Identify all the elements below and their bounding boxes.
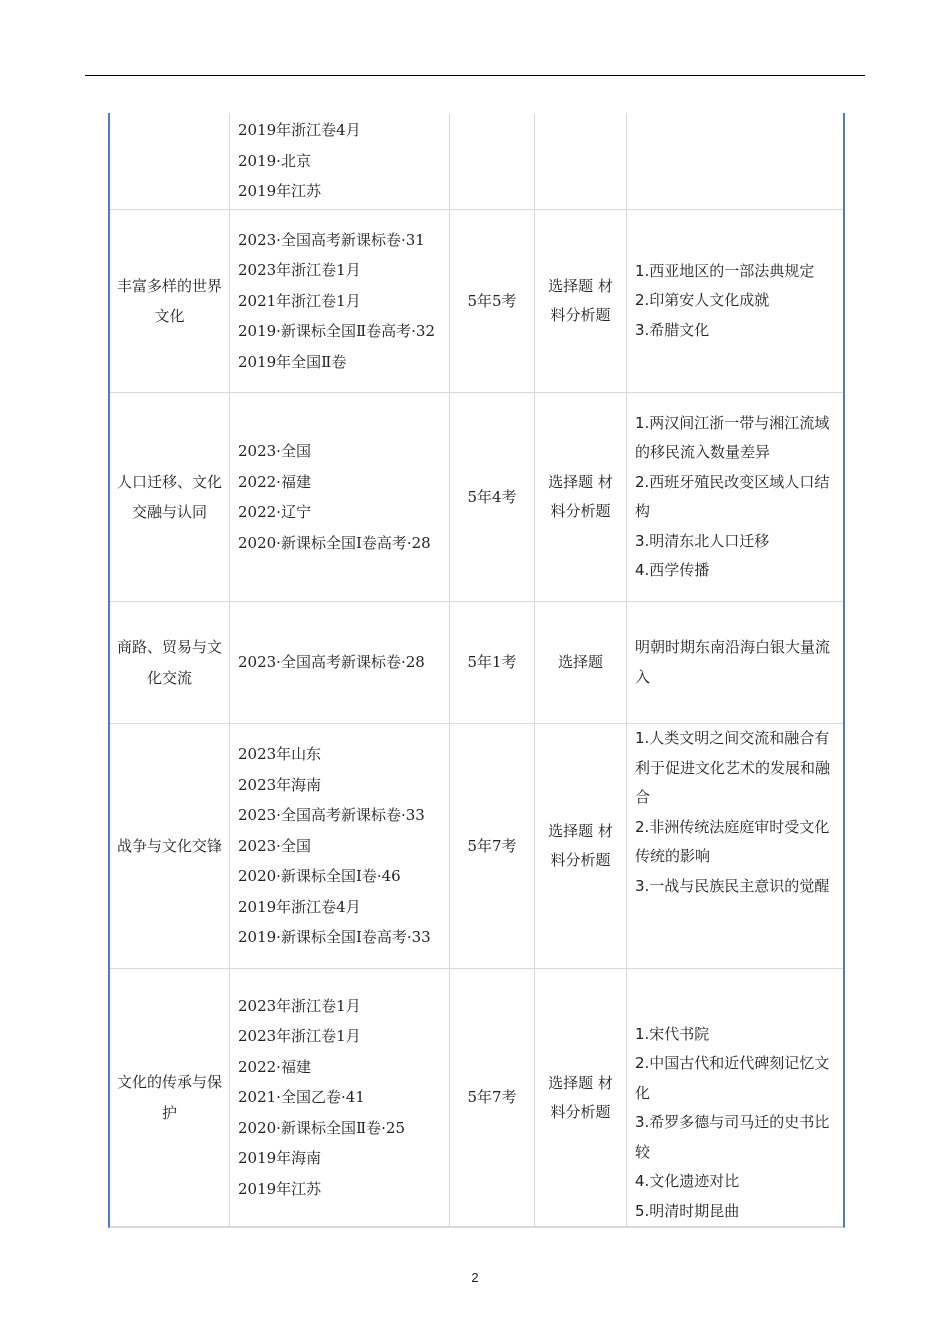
- content-cell: [627, 969, 843, 1227]
- source-item: 2020·新课标全国Ⅰ卷高考·28: [238, 533, 431, 552]
- source-item: 2019·新课标全国Ⅱ卷高考·32: [238, 322, 435, 341]
- source-item: 2022·辽宁: [238, 503, 311, 521]
- table-row: [110, 210, 843, 393]
- type-cell: 选择题 材料分析题: [535, 393, 627, 602]
- content-item: 4.文化遗迹对比: [635, 1172, 740, 1190]
- source-item: 2023·全国高考新课标卷·31: [238, 230, 425, 249]
- source-item: 2023年浙江卷1月: [238, 996, 361, 1015]
- content-item: 5.明清时期昆曲: [635, 1201, 740, 1220]
- source-item: 2020·新课标全国Ⅰ卷·46: [238, 867, 401, 886]
- source-item: 2019年浙江卷4月: [238, 897, 361, 916]
- source-cell: [230, 393, 450, 602]
- content-item: 1.两汉间江浙一带与湘江流域的移民流入数量差异: [635, 413, 830, 461]
- source-cell: [230, 602, 450, 724]
- content-item: 2.非洲传统法庭庭审时受文化传统的影响: [635, 817, 830, 865]
- exam-analysis-table: [108, 113, 845, 1228]
- content-cell: [627, 724, 843, 969]
- source-item: 2019年江苏: [238, 1179, 322, 1198]
- source-cell: [230, 724, 450, 969]
- content-item: 3.希罗多德与司马迁的史书比较: [635, 1113, 830, 1161]
- source-item: 2023年海南: [238, 775, 322, 794]
- type-cell: 选择题: [535, 602, 627, 724]
- content-item: 2.印第安人文化成就: [635, 291, 770, 310]
- topic-cell: 商路、贸易与文化交流: [110, 602, 230, 724]
- table-row: [110, 602, 843, 724]
- exam-analysis-table-wrap: [108, 113, 841, 1228]
- table-row: [110, 393, 843, 602]
- content-item: 1.西亚地区的一部法典规定: [635, 261, 815, 280]
- content-cell: [627, 113, 843, 210]
- count-cell: 5年7考: [450, 969, 535, 1227]
- content-item: 1.人类文明之间交流和融合有利于促进文化艺术的发展和融合: [635, 729, 831, 806]
- content-item: 3.一战与民族民主意识的觉醒: [635, 876, 830, 895]
- source-item: 2021年浙江卷1月: [238, 291, 361, 310]
- source-cell: [230, 210, 450, 393]
- source-item: 2019年江苏: [238, 182, 322, 201]
- topic-cell: 丰富多样的世界文化: [110, 210, 230, 393]
- content-item: 1.宋代书院: [635, 1024, 710, 1043]
- count-cell: 5年7考: [450, 724, 535, 969]
- topic-cell: 人口迁移、文化交融与认同: [110, 393, 230, 602]
- source-item: 2020·新课标全国Ⅱ卷·25: [238, 1118, 405, 1137]
- count-cell: 5年4考: [450, 393, 535, 602]
- topic-cell: [110, 113, 230, 210]
- type-cell: 选择题 材料分析题: [535, 210, 627, 393]
- topic-cell: 战争与文化交锋: [110, 724, 230, 969]
- source-item: 2021·全国乙卷·41: [238, 1088, 365, 1107]
- type-cell: 选择题 材料分析题: [535, 969, 627, 1227]
- content-item: 4.西学传播: [635, 561, 710, 579]
- header-rule: [85, 75, 865, 76]
- content-cell: [627, 210, 843, 393]
- count-cell: 5年1考: [450, 602, 535, 724]
- source-item: 2023年山东: [238, 745, 322, 764]
- content-item: 明朝时期东南沿海白银大量流入: [635, 638, 831, 686]
- source-item: 2022·福建: [238, 1057, 311, 1076]
- content-cell: [627, 393, 843, 602]
- page-number: 2: [471, 1270, 479, 1285]
- source-item: 2023年浙江卷1月: [238, 261, 361, 280]
- source-item: 2019·新课标全国Ⅰ卷高考·33: [238, 928, 431, 947]
- topic-cell: 文化的传承与保护: [110, 969, 230, 1227]
- content-item: 2.中国古代和近代碑刻记忆文化: [635, 1054, 830, 1102]
- source-item: 2019·北京: [238, 151, 311, 170]
- content-cell: [627, 602, 843, 724]
- table-row: [110, 969, 843, 1227]
- count-cell: 5年5考: [450, 210, 535, 393]
- source-item: 2023·全国高考新课标卷·28: [238, 653, 425, 672]
- source-cell: [230, 113, 450, 210]
- type-cell: 选择题 材料分析题: [535, 724, 627, 969]
- content-item: 2.西班牙殖民改变区域人口结构: [635, 472, 830, 520]
- count-cell: [450, 113, 535, 210]
- source-item: 2023·全国高考新课标卷·33: [238, 806, 425, 825]
- source-cell: [230, 969, 450, 1227]
- source-item: 2023·全国: [238, 442, 311, 460]
- source-item: 2023·全国: [238, 836, 311, 855]
- source-item: 2022·福建: [238, 472, 311, 491]
- table-row: [110, 113, 843, 210]
- source-item: 2019年全国Ⅱ卷: [238, 352, 347, 371]
- table-row: [110, 724, 843, 969]
- source-item: 2019年海南: [238, 1149, 322, 1168]
- content-item: 3.明清东北人口迁移: [635, 531, 770, 550]
- source-item: 2019年浙江卷4月: [238, 121, 361, 140]
- source-item: 2023年浙江卷1月: [238, 1027, 361, 1046]
- content-item: 3.希腊文化: [635, 320, 710, 339]
- type-cell: [535, 113, 627, 210]
